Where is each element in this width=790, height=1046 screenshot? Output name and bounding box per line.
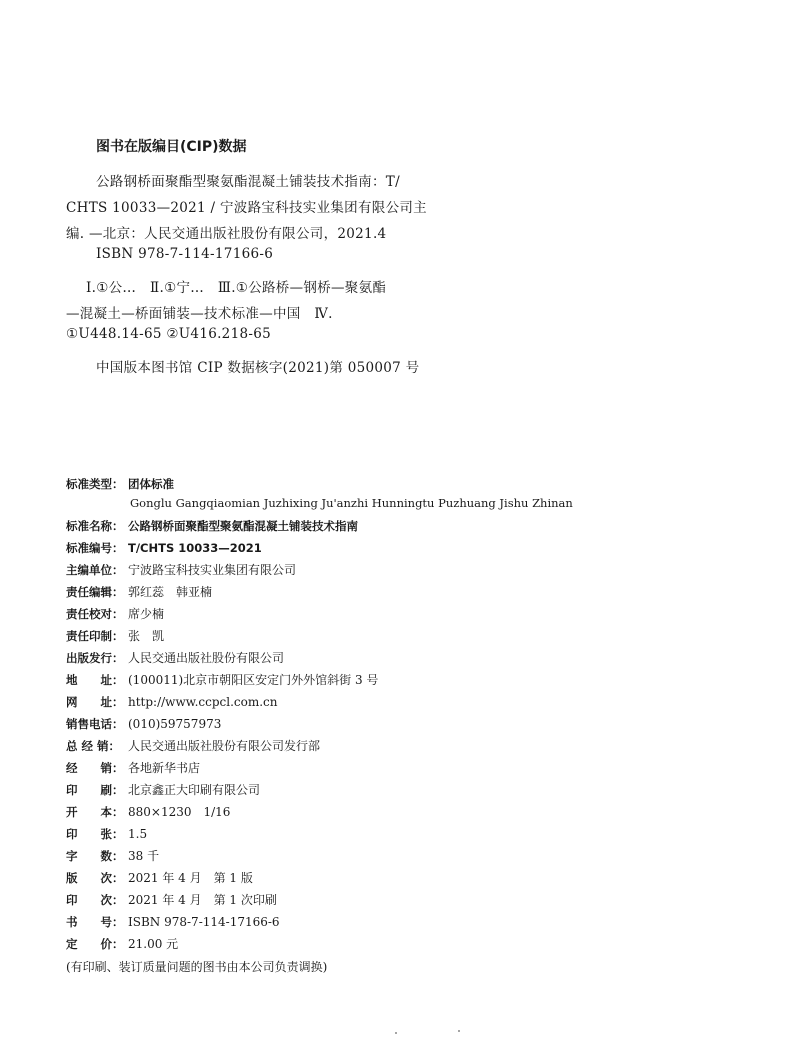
colophon-row bbox=[66, 714, 221, 734]
row-value: 北京鑫正大印刷有限公司 bbox=[128, 783, 261, 797]
colophon-row bbox=[66, 934, 178, 954]
colophon-row bbox=[66, 626, 164, 646]
colophon-row bbox=[66, 582, 212, 602]
speck-mark bbox=[458, 1030, 460, 1032]
row-label: 开 本： bbox=[66, 805, 124, 819]
row-label: 主编单位： bbox=[66, 563, 124, 577]
colophon-row bbox=[66, 890, 277, 910]
row-label: 责任编辑： bbox=[66, 585, 124, 599]
colophon-row bbox=[66, 538, 262, 558]
row-label: 标准类型： bbox=[66, 477, 124, 491]
colophon-row bbox=[66, 604, 164, 624]
row-value: ISBN 978-7-114-17166-6 bbox=[128, 915, 280, 929]
pinyin-title: Gonglu Gangqiaomian Juzhixing Ju'anzhi Hunningtu Puzhuang Jishu Zhinan bbox=[130, 496, 573, 510]
row-label: 印 次： bbox=[66, 893, 124, 907]
row-value: 2021 年 4 月 第 1 版 bbox=[128, 871, 253, 885]
website-link[interactable]: http://www.ccpcl.com.cn bbox=[128, 695, 278, 709]
colophon-row bbox=[66, 802, 230, 822]
row-label: 总 经 销： bbox=[66, 739, 121, 753]
row-value: 公路钢桥面聚酯型聚氨酯混凝土铺装技术指南 bbox=[128, 519, 358, 533]
row-label: 印 刷： bbox=[66, 783, 124, 797]
cip-line: 编. —北京：人民交通出版社股份有限公司，2021.4 bbox=[66, 226, 387, 242]
row-label: 网 址： bbox=[66, 695, 124, 709]
row-value: (100011)北京市朝阳区安定门外外馆斜街 3 号 bbox=[128, 673, 379, 687]
colophon-row bbox=[66, 516, 358, 536]
row-value: 各地新华书店 bbox=[128, 761, 201, 775]
row-label: 字 数： bbox=[66, 849, 124, 863]
row-label: 标准名称： bbox=[66, 519, 124, 533]
row-value: 38 千 bbox=[128, 849, 160, 863]
row-value: 人民交通出版社股份有限公司 bbox=[128, 651, 285, 665]
cip-line: CHTS 10033—2021 / 宁波路宝科技实业集团有限公司主 bbox=[66, 200, 427, 216]
row-value: 团体标准 bbox=[128, 477, 174, 491]
colophon-row bbox=[66, 474, 174, 494]
row-label: 出版发行： bbox=[66, 651, 124, 665]
row-label: 定 价： bbox=[66, 937, 124, 951]
row-value: 张 凯 bbox=[128, 629, 165, 643]
row-label: 地 址： bbox=[66, 673, 124, 687]
colophon-row bbox=[66, 758, 200, 778]
quality-note: (有印刷、装订质量问题的图书由本公司负责调换) bbox=[66, 960, 328, 974]
row-value: 宁波路宝科技实业集团有限公司 bbox=[128, 563, 297, 577]
row-value: (010)59757973 bbox=[128, 717, 222, 731]
cip-line: ①U448.14-65 ②U416.218-65 bbox=[66, 326, 271, 342]
row-label: 标准编号： bbox=[66, 541, 124, 555]
cip-line: Ⅰ.①公… Ⅱ.①宁… Ⅲ.①公路桥—钢桥—聚氨酯 bbox=[86, 280, 387, 296]
row-value: 21.00 元 bbox=[128, 937, 179, 951]
row-label: 经 销： bbox=[66, 761, 124, 775]
colophon-row bbox=[66, 692, 277, 712]
row-value: 郭红蕊 韩亚楠 bbox=[128, 585, 213, 599]
row-label: 版 次： bbox=[66, 871, 124, 885]
cip-line: 公路钢桥面聚酯型聚氨酯混凝土铺装技术指南：T/ bbox=[96, 174, 400, 190]
colophon-row bbox=[66, 868, 253, 888]
colophon-row bbox=[66, 560, 296, 580]
row-value: 人民交通出版社股份有限公司发行部 bbox=[128, 739, 321, 753]
cip-line: ISBN 978-7-114-17166-6 bbox=[96, 246, 274, 262]
colophon-row bbox=[66, 736, 320, 756]
row-value: 1.5 bbox=[128, 827, 148, 841]
cip-title: 图书在版编目(CIP)数据 bbox=[96, 139, 247, 155]
row-value: T/CHTS 10033—2021 bbox=[128, 541, 262, 555]
row-label: 销售电话： bbox=[66, 717, 124, 731]
colophon-row bbox=[66, 648, 284, 668]
colophon-row bbox=[66, 846, 159, 866]
row-label: 责任校对： bbox=[66, 607, 124, 621]
row-value: 880×1230 1/16 bbox=[128, 805, 231, 819]
colophon-row bbox=[66, 912, 280, 932]
speck-mark bbox=[395, 1032, 397, 1034]
row-label: 责任印制： bbox=[66, 629, 124, 643]
cip-line: 中国版本图书馆 CIP 数据核字(2021)第 050007 号 bbox=[96, 360, 420, 376]
cip-line: —混凝土—桥面铺装—技术标准—中国 Ⅳ. bbox=[66, 306, 333, 322]
row-value: 席少楠 bbox=[128, 607, 165, 621]
row-label: 印 张： bbox=[66, 827, 124, 841]
colophon-row bbox=[66, 780, 260, 800]
colophon-row bbox=[66, 670, 378, 690]
colophon-row bbox=[66, 824, 147, 844]
row-label: 书 号： bbox=[66, 915, 124, 929]
row-value: 2021 年 4 月 第 1 次印刷 bbox=[128, 893, 277, 907]
